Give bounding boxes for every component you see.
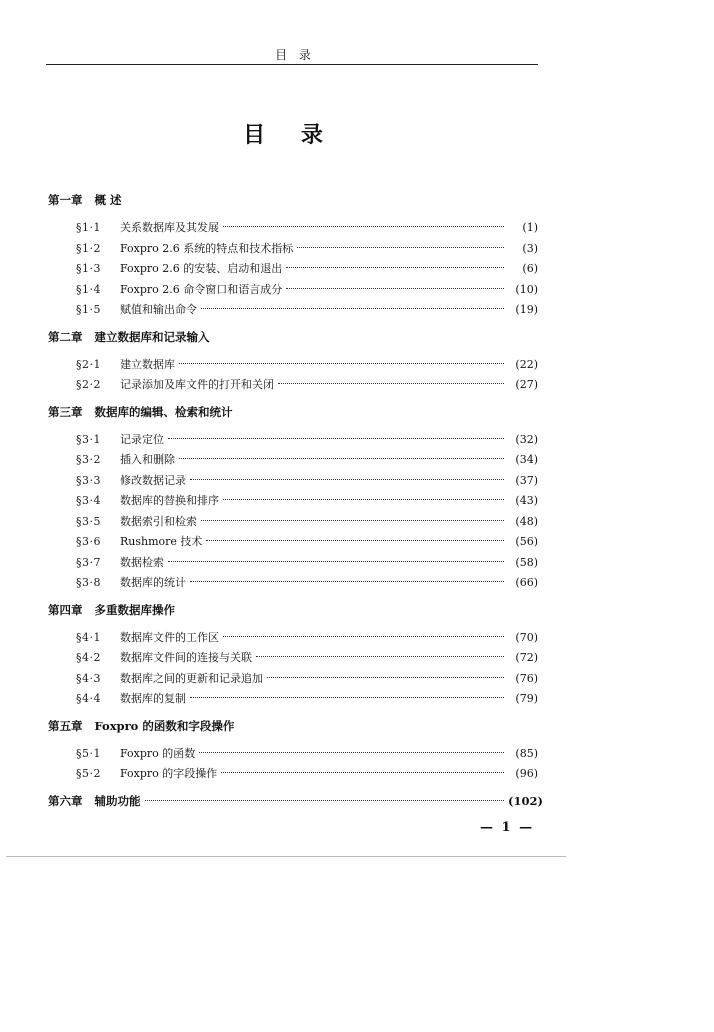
section-title: 数据库的替换和排序: [120, 494, 219, 507]
section-title: 数据检索: [120, 555, 164, 569]
section-number: §5·2: [76, 767, 101, 780]
section-title: Foxpro 2.6 系统的特点和技术指标: [120, 241, 294, 255]
chapter-number: 第三章: [48, 404, 83, 419]
dot-leader: [168, 561, 504, 562]
dot-leader: [223, 636, 504, 637]
chapter-heading[interactable]: [48, 402, 538, 422]
dot-leader: [199, 752, 504, 753]
toc-entry[interactable]: [48, 450, 538, 471]
toc-entry[interactable]: [48, 648, 538, 669]
chapter-number: 第五章: [48, 718, 83, 733]
section-page: (85): [515, 746, 538, 760]
section-page: (34): [515, 453, 538, 466]
dot-leader: [201, 308, 504, 309]
section-title: 数据库的统计: [120, 576, 186, 589]
toc-entry[interactable]: [48, 430, 538, 451]
section-number: §2·1: [76, 357, 101, 371]
toc-entry[interactable]: [48, 573, 538, 594]
page-number: — 1 —: [480, 820, 535, 835]
section-number: §3·5: [76, 514, 101, 528]
section-number: §3·2: [76, 453, 101, 466]
section-page: (58): [515, 555, 538, 569]
section-page: (70): [515, 630, 538, 644]
chapter-title: Foxpro 的函数和字段操作: [94, 718, 235, 733]
section-title: 数据库之间的更新和记录追加: [120, 671, 263, 685]
section-page: (22): [515, 357, 538, 371]
dot-leader: [168, 438, 504, 439]
toc-entry[interactable]: [48, 669, 538, 690]
chapter-heading[interactable]: [48, 600, 538, 620]
section-number: §3·4: [76, 494, 101, 507]
dot-leader: [297, 247, 504, 248]
toc-entry[interactable]: [48, 471, 538, 492]
section-page: (72): [515, 651, 538, 664]
dot-leader: [145, 800, 505, 801]
chapter-title: 多重数据库操作: [94, 602, 175, 617]
toc-entry[interactable]: [48, 300, 538, 321]
bottom-rule: [6, 856, 566, 857]
toc-entry[interactable]: [48, 744, 538, 765]
section-page: (79): [515, 692, 538, 705]
dot-leader: [256, 656, 504, 657]
section-title: 插入和删除: [120, 453, 175, 466]
section-list: [48, 736, 538, 791]
section-page: (19): [515, 303, 538, 316]
section-number: §1·5: [76, 303, 101, 316]
chapter-title: 概 述: [94, 193, 122, 207]
chapter-number: 第四章: [48, 602, 83, 617]
toc-entry[interactable]: [48, 764, 538, 785]
dot-leader: [190, 581, 504, 582]
section-number: §4·1: [76, 630, 101, 644]
dot-leader: [179, 458, 504, 459]
chapter-number: 第二章: [48, 329, 83, 344]
chapter-gap: [48, 811, 538, 821]
section-page: (48): [515, 514, 538, 528]
section-title: 关系数据库及其发展: [120, 221, 219, 234]
page-title: 目 录: [243, 122, 337, 148]
section-title: 修改数据记录: [120, 473, 186, 487]
section-title: Foxpro 2.6 的安装、启动和退出: [120, 262, 283, 275]
toc-entry[interactable]: [48, 628, 538, 649]
toc-entry[interactable]: [48, 259, 538, 280]
section-number: §3·7: [76, 555, 101, 569]
section-number: §2·2: [76, 378, 101, 391]
toc-entry[interactable]: [48, 553, 538, 574]
table-of-contents: [48, 190, 543, 821]
section-title: Rushmore 技术: [120, 535, 203, 548]
chapter-title: 建立数据库和记录输入: [94, 329, 210, 344]
section-page: (76): [515, 671, 538, 685]
dot-leader: [201, 520, 504, 521]
section-number: §5·1: [76, 746, 101, 760]
chapter-title: 数据库的编辑、检索和统计: [94, 404, 233, 419]
chapter-heading[interactable]: [48, 327, 538, 347]
section-number: §4·3: [76, 671, 101, 685]
section-page: (6): [522, 262, 538, 275]
toc-entry[interactable]: [48, 532, 538, 553]
section-number: §1·4: [76, 282, 101, 296]
section-page: (43): [515, 494, 538, 507]
dot-leader: [223, 499, 504, 500]
section-number: §1·3: [76, 262, 101, 275]
dot-leader: [221, 772, 504, 773]
section-number: §3·6: [76, 535, 101, 548]
section-number: §1·2: [76, 241, 101, 255]
section-page: (96): [515, 767, 538, 780]
dot-leader: [190, 479, 504, 480]
section-title: Foxpro 的函数: [120, 746, 196, 760]
section-page: (56): [515, 535, 538, 548]
dot-leader: [206, 540, 504, 541]
chapter-heading[interactable]: [48, 716, 538, 736]
toc-entry[interactable]: [48, 375, 538, 396]
section-number: §1·1: [76, 221, 101, 234]
running-head: 目 录: [275, 48, 315, 62]
section-title: 记录添加及库文件的打开和关闭: [120, 378, 274, 391]
section-number: §3·1: [76, 432, 101, 446]
section-title: 数据库文件间的连接与关联: [120, 651, 252, 664]
section-page: (1): [522, 221, 538, 234]
toc-entry[interactable]: [48, 512, 538, 533]
chapter-title: 辅助功能: [94, 793, 141, 808]
dot-leader: [179, 363, 504, 364]
toc-entry[interactable]: [48, 689, 538, 710]
section-page: (37): [515, 473, 538, 487]
toc-entry[interactable]: [48, 239, 538, 260]
section-page: (66): [515, 576, 538, 589]
section-page: (10): [515, 282, 538, 296]
section-page: (32): [515, 432, 538, 446]
chapter-number: 第一章: [48, 193, 83, 207]
section-title: 建立数据库: [120, 357, 175, 371]
chapter-number: 第六章: [48, 793, 83, 808]
section-list: [48, 210, 538, 327]
dot-leader: [286, 267, 504, 268]
chapter-page: (102): [508, 793, 543, 808]
section-number: §4·4: [76, 692, 101, 705]
toc-entry[interactable]: [48, 491, 538, 512]
toc-entry[interactable]: [48, 280, 538, 301]
chapter-heading[interactable]: [48, 791, 543, 811]
dot-leader: [278, 383, 504, 384]
section-number: §3·8: [76, 576, 101, 589]
dot-leader: [223, 226, 504, 227]
section-number: §4·2: [76, 651, 101, 664]
dot-leader: [190, 697, 504, 698]
chapter-heading[interactable]: [48, 190, 538, 210]
section-list: [48, 347, 538, 402]
section-list: [48, 422, 538, 600]
dot-leader: [267, 677, 504, 678]
section-page: (27): [515, 378, 538, 391]
dot-leader: [286, 288, 504, 289]
section-list: [48, 620, 538, 716]
toc-entry[interactable]: [48, 355, 538, 376]
section-title: 数据库的复制: [120, 692, 186, 705]
header-rule: [46, 64, 538, 65]
section-number: §3·3: [76, 473, 101, 487]
section-title: 赋值和输出命令: [120, 303, 197, 316]
section-title: Foxpro 2.6 命令窗口和语言成分: [120, 282, 283, 296]
section-title: 数据索引和检索: [120, 514, 197, 528]
section-page: (3): [522, 241, 538, 255]
section-title: 数据库文件的工作区: [120, 630, 219, 644]
toc-entry[interactable]: [48, 218, 538, 239]
section-title: 记录定位: [120, 432, 164, 446]
section-title: Foxpro 的字段操作: [120, 767, 218, 780]
